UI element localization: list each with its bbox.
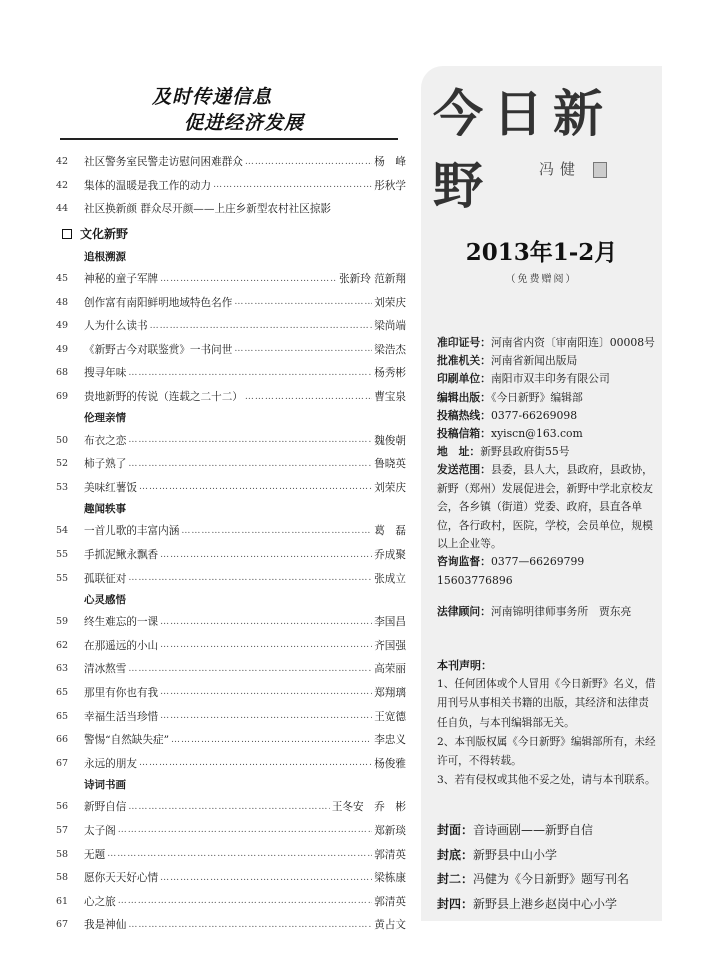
toc-page: 55 <box>56 549 69 561</box>
toc-row[interactable] <box>56 428 406 452</box>
toc-page: 65 <box>56 710 69 722</box>
toc-author: 张成立 <box>374 572 406 585</box>
section-title: 文化新野 <box>80 227 129 242</box>
toc-page: 48 <box>56 296 69 308</box>
toc-page: 42 <box>56 156 69 168</box>
toc-page: 58 <box>56 848 69 860</box>
toc-page: 69 <box>56 391 69 403</box>
info-value: 0377—66269799 15603776896 <box>437 555 585 587</box>
cover-line <box>437 867 662 892</box>
toc-page: 42 <box>56 179 69 191</box>
leader-dots <box>128 920 372 930</box>
legal-advisor <box>437 604 631 619</box>
toc-row[interactable] <box>56 704 406 728</box>
toc-author: 王冬安 乔 彬 <box>331 801 406 814</box>
leader-dots <box>181 526 372 536</box>
cover-value: 冯健为《今日新野》题写刊名 <box>473 872 630 886</box>
cover-key: 封四： <box>437 896 474 911</box>
toc-author: 李国昌 <box>374 616 406 629</box>
toc-page: 67 <box>56 919 69 931</box>
toc-title: 警惕“自然缺失症” <box>84 734 169 747</box>
subsection-title: 心灵感悟 <box>84 593 126 606</box>
info-key: 投稿热线： <box>437 408 491 422</box>
toc-row[interactable] <box>56 566 406 590</box>
leader-dots <box>245 392 372 402</box>
info-line <box>437 352 662 370</box>
toc-page: 66 <box>56 734 69 746</box>
toc-title: 一首儿歌的丰富内涵 <box>84 525 180 538</box>
leader-dots <box>245 157 372 167</box>
toc-page: 57 <box>56 824 69 836</box>
section-heading <box>62 221 406 247</box>
toc-row[interactable] <box>56 819 406 843</box>
toc-author: 郭清英 <box>374 848 406 861</box>
leader-dots <box>128 368 372 378</box>
toc-title: 愿你天天好心情 <box>84 872 159 885</box>
toc-page: 44 <box>56 203 69 215</box>
leader-dots <box>107 849 372 859</box>
toc-title: 《新野古今对联鉴赏》一书问世 <box>84 343 233 356</box>
info-key: 准印证号： <box>437 336 491 349</box>
toc-title: 神秘的童子军牌 <box>84 273 159 286</box>
toc-author: 杨 峰 <box>374 156 406 169</box>
toc-row[interactable] <box>56 385 406 409</box>
toc-row[interactable] <box>56 150 406 174</box>
cover-credits <box>437 818 662 916</box>
publication-info <box>437 334 662 590</box>
toc-page: 56 <box>56 801 69 813</box>
toc-author: 彤秋学 <box>374 179 406 192</box>
toc-author: 葛 磊 <box>374 525 406 538</box>
toc-title: 社区警务室民警走访慰问困难群众 <box>84 156 243 169</box>
toc-row[interactable] <box>56 795 406 819</box>
toc-page: 54 <box>56 525 69 537</box>
toc-title: 那里有你也有我 <box>84 686 159 699</box>
declaration-item: 3、若有侵权或其他不妥之处，请与本刊联系。 <box>437 774 656 787</box>
toc-page: 53 <box>56 481 69 493</box>
cover-value: 新野县中山小学 <box>473 847 558 862</box>
leader-dots <box>234 297 372 307</box>
toc-row[interactable] <box>56 338 406 362</box>
leader-dots <box>160 711 372 721</box>
toc-author: 梁浩杰 <box>374 343 406 356</box>
toc-author: 刘荣庆 <box>374 481 406 494</box>
consult-line <box>437 553 662 589</box>
leader-dots <box>160 274 337 284</box>
toc-author: 鲁晓英 <box>374 458 406 471</box>
toc-title: 清冰熬雪 <box>84 663 127 676</box>
toc-title: 社区换新颜 群众尽开颜——上庄乡新型农村社区掠影 <box>84 203 332 216</box>
leader-dots <box>150 321 373 331</box>
toc-author: 杨俊雅 <box>374 757 406 770</box>
info-key: 咨询监督： <box>437 555 491 569</box>
leader-dots <box>128 573 372 583</box>
info-line <box>437 389 662 407</box>
info-line <box>437 407 662 425</box>
toc-title: 柿子熟了 <box>84 458 127 471</box>
leader-dots <box>118 825 372 835</box>
toc-row[interactable] <box>56 610 406 634</box>
subsection-title: 追根溯源 <box>84 250 126 263</box>
toc-title: 人为什么读书 <box>84 320 148 333</box>
info-value: xyiscn@163.com <box>490 427 583 441</box>
toc-title: 无题 <box>84 848 106 861</box>
checkbox-square-icon <box>62 229 72 239</box>
leader-dots <box>160 617 372 627</box>
subsection-title: 诗词书画 <box>84 779 126 792</box>
leader-dots <box>213 180 372 190</box>
legal-value: 河南锦明律师事务所 贾东亮 <box>490 605 632 618</box>
toc-title: 集体的温暖是我工作的动力 <box>84 179 212 192</box>
toc-title: 在那遥远的小山 <box>84 639 159 652</box>
cover-line <box>437 843 662 868</box>
toc-author: 郑新琰 <box>374 824 406 837</box>
toc-row[interactable] <box>56 519 406 543</box>
declaration-heading: 本刊声明： <box>437 659 492 672</box>
toc-page: 55 <box>56 572 69 584</box>
toc-groups <box>56 247 406 937</box>
toc-page: 65 <box>56 686 69 698</box>
toc-title: 我是神仙 <box>84 919 127 932</box>
leader-dots <box>118 896 372 906</box>
declaration-item: 1、任何团体或个人冒用《今日新野》名义，借用刊号从事相关书籍的出版，其经济和法律责任自负，与本刊编辑部无关。 <box>437 678 656 729</box>
info-line <box>437 370 662 388</box>
toc-row[interactable] <box>56 681 406 705</box>
toc-row[interactable] <box>56 290 406 314</box>
cover-value: 音诗画剧——新野自信 <box>473 823 594 837</box>
seal-stamp-icon <box>593 162 607 178</box>
toc-row[interactable] <box>56 314 406 338</box>
legal-key: 法律顾问： <box>437 605 491 618</box>
toc-author: 张新玲 范新翔 <box>339 273 406 286</box>
toc-list <box>56 150 406 937</box>
toc-title: 贵地新野的传说（连载之二十二） <box>84 391 243 404</box>
toc-row[interactable] <box>56 728 406 752</box>
toc-title: 搜寻年味 <box>84 367 127 380</box>
calligrapher-name: 冯健 <box>539 160 582 178</box>
info-line <box>437 425 662 443</box>
leader-dots <box>171 735 372 745</box>
toc-title: 创作富有南阳鲜明地域特色名作 <box>84 296 233 309</box>
masthead-panel <box>421 66 662 921</box>
toc-page: 59 <box>56 616 69 628</box>
toc-page: 58 <box>56 872 69 884</box>
subsection-title: 趣闻轶事 <box>84 503 126 516</box>
cover-line <box>437 818 662 843</box>
toc-page: 50 <box>56 434 69 446</box>
cover-key: 封二： <box>437 872 474 886</box>
divider <box>60 138 398 140</box>
info-key: 投稿信箱： <box>437 427 491 441</box>
info-value: 河南省内资〔审南阳连〕00008号 <box>490 336 655 349</box>
info-key: 编辑出版： <box>437 390 491 404</box>
toc-title: 孤联征对 <box>84 572 127 585</box>
toc-row[interactable] <box>56 197 406 221</box>
toc-title: 终生难忘的一课 <box>84 616 159 629</box>
declaration <box>437 656 659 790</box>
toc-page: 61 <box>56 895 69 907</box>
toc-title: 太子阁 <box>84 824 116 837</box>
toc-row[interactable] <box>56 361 406 385</box>
toc-author: 魏俊朝 <box>374 434 406 447</box>
toc-row[interactable] <box>56 267 406 291</box>
free-notice: （免费赠阅） <box>505 274 578 285</box>
subsection-title: 伦理亲情 <box>84 412 126 425</box>
toc-author: 黄占文 <box>374 919 406 932</box>
info-value: 河南省新闻出版局 <box>490 354 578 368</box>
cover-line <box>437 892 662 917</box>
toc-row[interactable] <box>56 866 406 890</box>
info-value: 新野县政府街55号 <box>480 445 570 459</box>
info-key: 印刷单位： <box>437 372 491 386</box>
toc-title: 心之旅 <box>84 895 116 908</box>
leader-dots <box>160 550 372 560</box>
info-line <box>437 334 662 352</box>
toc-title: 新野自信 <box>84 801 127 814</box>
toc-row[interactable] <box>56 174 406 198</box>
toc-title: 美味红薯饭 <box>84 481 137 494</box>
info-line <box>437 443 662 461</box>
info-list <box>437 334 662 461</box>
leader-dots <box>128 664 372 674</box>
toc-row[interactable] <box>56 452 406 476</box>
info-value: 南阳市双丰印务有限公司 <box>490 372 610 386</box>
table-of-contents-column <box>56 0 406 977</box>
toc-row[interactable] <box>56 476 406 500</box>
toc-page: 45 <box>56 273 69 285</box>
info-key: 批准机关： <box>437 354 491 368</box>
toc-row[interactable] <box>56 657 406 681</box>
toc-row[interactable] <box>56 913 406 937</box>
toc-page: 49 <box>56 343 69 355</box>
leader-dots <box>128 435 372 445</box>
toc-row[interactable] <box>56 751 406 775</box>
toc-author: 刘荣庆 <box>374 296 406 309</box>
info-value: 0377-66269098 <box>490 408 578 422</box>
slogan-line-1: 及时传递信息 <box>152 86 273 108</box>
info-value: 《今日新野》编辑部 <box>490 390 583 404</box>
toc-title: 幸福生活当珍惜 <box>84 710 159 723</box>
toc-page: 52 <box>56 458 69 470</box>
cover-key: 封底： <box>437 847 474 862</box>
toc-author: 乔成聚 <box>374 549 406 562</box>
leader-dots <box>234 344 372 354</box>
leader-dots <box>160 873 372 883</box>
toc-author: 齐国强 <box>374 639 406 652</box>
leader-dots <box>128 802 329 812</box>
leader-dots <box>139 482 372 492</box>
info-key: 地 址： <box>437 445 481 459</box>
toc-page: 68 <box>56 367 69 379</box>
cover-key: 封面： <box>437 823 474 837</box>
toc-page: 63 <box>56 663 69 675</box>
toc-author: 梁尚端 <box>374 320 406 333</box>
toc-author: 李忠义 <box>374 734 406 747</box>
toc-author: 郭清英 <box>374 895 406 908</box>
toc-page: 62 <box>56 639 69 651</box>
leader-dots <box>160 687 372 697</box>
leader-dots <box>128 459 372 469</box>
toc-page: 67 <box>56 757 69 769</box>
toc-title: 手抓泥鳅永飘香 <box>84 549 159 562</box>
issue-date: 2013年1-2月 <box>465 239 618 266</box>
info-key: 发送范围： <box>437 463 491 477</box>
toc-title: 布衣之恋 <box>84 434 127 447</box>
toc-author: 郑翔璃 <box>374 686 406 699</box>
toc-row[interactable] <box>56 543 406 567</box>
toc-row[interactable] <box>56 842 406 866</box>
leader-dots <box>160 640 372 650</box>
distribution-scope <box>437 461 662 553</box>
slogan-line-2: 促进经济发展 <box>184 112 305 134</box>
toc-author: 曹宝泉 <box>374 391 406 404</box>
toc-author: 梁栋康 <box>374 872 406 885</box>
leader-dots <box>139 758 372 768</box>
toc-row[interactable] <box>56 634 406 658</box>
masthead-title: 今日新野 <box>433 84 613 215</box>
cover-value: 新野县上港乡赵岗中心小学 <box>473 896 618 911</box>
toc-title: 永远的朋友 <box>84 757 137 770</box>
toc-author: 杨秀彬 <box>374 367 406 380</box>
toc-page: 49 <box>56 320 69 332</box>
toc-row[interactable] <box>56 889 406 913</box>
declaration-item: 2、本刊版权属《今日新野》编辑部所有，未经许可，不得转载。 <box>437 735 656 768</box>
toc-author: 高荣丽 <box>374 663 406 676</box>
toc-author: 王宽德 <box>374 710 406 723</box>
info-value: 县委，县人大，县政府，县政协，新野（郑州）发展促进会，新野中学北京校友会，各乡镇（街道）党委、政府，县直各单位，各行政村，医院，学校，会员单位，规模以上企业等。 <box>437 463 653 551</box>
